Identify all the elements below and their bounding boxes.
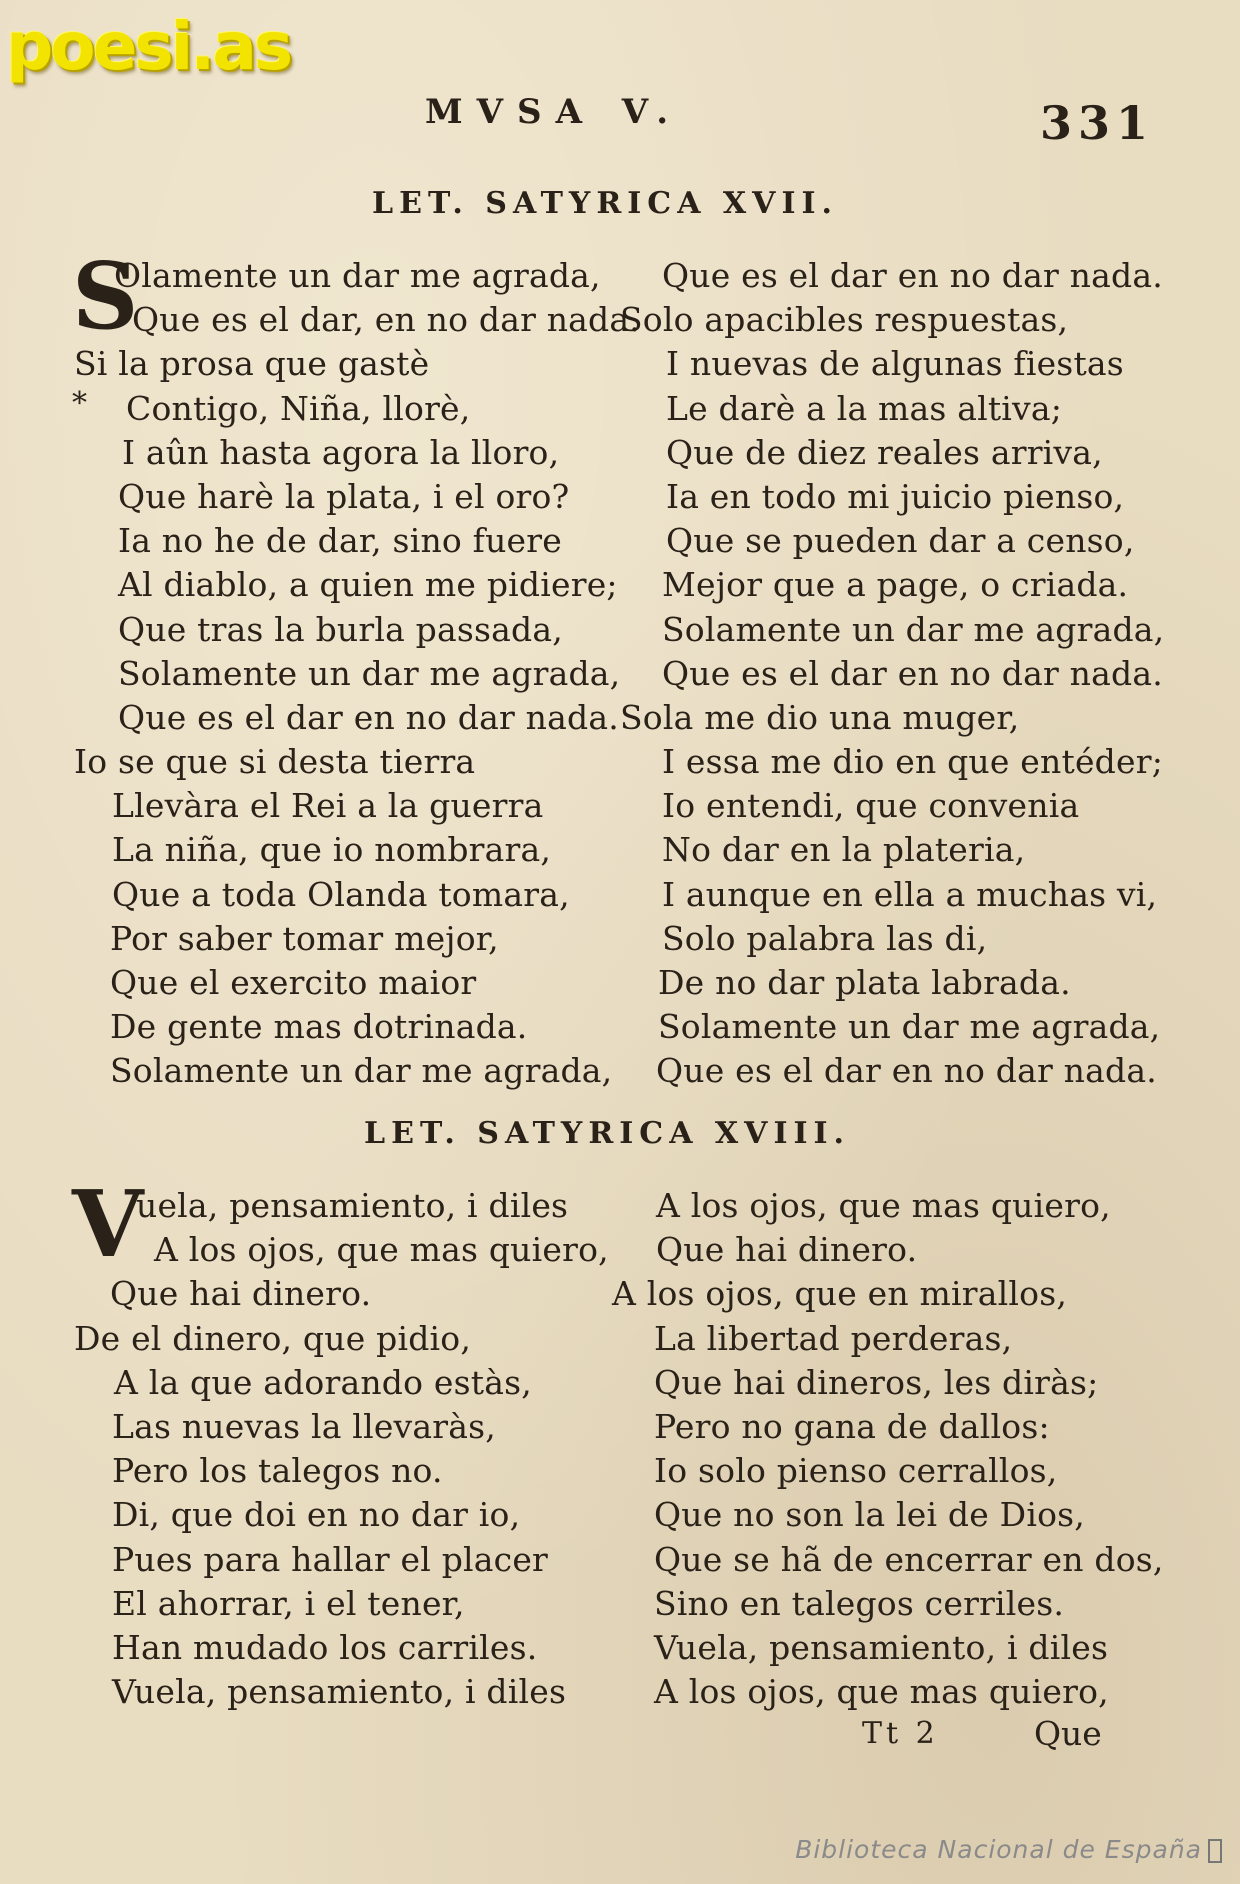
verse-line: Solamente un dar me agrada,: [110, 1051, 613, 1091]
bookmark-icon: [1208, 1839, 1222, 1863]
verse-line: Que se pueden dar a censo,: [666, 521, 1135, 561]
verse-line: Que se hã de encerrar en dos,: [654, 1539, 1164, 1579]
verse-line: De no dar plata labrada.: [658, 963, 1071, 1002]
verse-line: I aunque en ella a muchas vi,: [662, 874, 1158, 914]
verse-line: Pero los talegos no.: [112, 1451, 443, 1491]
verse-line: Por saber tomar mejor,: [110, 918, 499, 958]
verse-line: Que no son la lei de Dios,: [654, 1495, 1085, 1535]
running-head: MVSA V.: [425, 92, 683, 132]
verse-line: uela, pensamiento, i diles: [136, 1186, 569, 1225]
verse-line: Pero no gana de dallos:: [654, 1406, 1050, 1446]
verse-line: Solo apacibles respuestas,: [620, 300, 1069, 340]
verse-line: A la que adorando estàs,: [114, 1362, 532, 1402]
verse-line: Que de diez reales arriva,: [666, 432, 1103, 472]
verse-line: Han mudado los carriles.: [112, 1627, 538, 1667]
verse-line: No dar en la plateria,: [662, 830, 1026, 870]
verse-line: I essa me dio en que entéder;: [662, 742, 1164, 782]
library-watermark: [795, 1835, 1222, 1864]
verse-line: De el dinero, que pidio,: [74, 1318, 472, 1358]
verse-line: La niña, que io nombrara,: [112, 830, 552, 870]
verse-line: Que es el dar en no dar nada.: [656, 1051, 1157, 1091]
verse-line: El ahorrar, i el tener,: [112, 1583, 465, 1623]
section-title-xvii: LET. SATYRICA XVII.: [372, 186, 838, 221]
verse-line: Vuela, pensamiento, i diles: [112, 1672, 567, 1712]
verse-line: Io se que si desta tierra: [74, 742, 476, 782]
verse-line: Sino en talegos cerriles.: [654, 1583, 1065, 1623]
verse-line: Solamente un dar me agrada,: [118, 653, 621, 693]
drop-cap-v: V: [72, 1170, 144, 1278]
verse-line: Al diablo, a quien me pidiere;: [118, 565, 618, 605]
verse-line: Que el exercito maior: [110, 963, 477, 1002]
verse-line: Que a toda Olanda tomara,: [112, 874, 570, 914]
verse-line: Que hai dinero.: [110, 1274, 372, 1314]
verse-line: Solo palabra las di,: [662, 918, 988, 958]
verse-line: Ia en todo mi juicio pienso,: [666, 476, 1125, 516]
verse-line: Io solo pienso cerrallos,: [654, 1451, 1058, 1491]
verse-line: Io entendi, que convenia: [662, 786, 1080, 826]
verse-line: Sola me dio una muger,: [620, 697, 1020, 737]
page-number: 331: [1040, 96, 1155, 150]
verse-line: Las nuevas la llevaràs,: [112, 1406, 496, 1446]
catchword: Que: [1034, 1714, 1102, 1753]
verse-line: Que es el dar en no dar nada.: [118, 697, 619, 737]
verse-line: Solamente un dar me agrada,: [662, 609, 1165, 649]
verse-line: Mejor que a page, o criada.: [662, 565, 1129, 605]
verse-line: A los ojos, que en mirallos,: [612, 1274, 1068, 1314]
verse-line: Contigo, Niña, llorè,: [126, 388, 471, 428]
verse-line: Olamente un dar me agrada,: [114, 256, 601, 295]
asterisk-mark: *: [72, 386, 87, 421]
section2-right-column: [612, 1184, 1164, 1714]
site-logo[interactable]: poesi.as: [6, 8, 291, 85]
verse-line: Que es el dar, en no dar nada.: [132, 300, 640, 340]
verse-line: Vuela, pensamiento, i diles: [654, 1627, 1109, 1667]
verse-line: Que tras la burla passada,: [118, 609, 563, 649]
verse-line: Que hai dineros, les diràs;: [654, 1362, 1099, 1402]
verse-line: Di, que doi en no dar io,: [112, 1495, 521, 1535]
verse-line: Llevàra el Rei a la guerra: [112, 786, 544, 826]
verse-line: La libertad perderas,: [654, 1318, 1013, 1358]
watermark-text: Biblioteca Nacional de España: [795, 1835, 1202, 1864]
verse-line: A los ojos, que mas quiero,: [654, 1672, 1109, 1712]
verse-line: I aûn hasta agora la lloro,: [122, 432, 560, 472]
verse-line: Que es el dar en no dar nada.: [662, 256, 1163, 295]
verse-line: Ia no he de dar, sino fuere: [118, 521, 562, 561]
signature-mark: Tt 2: [862, 1716, 939, 1751]
section1-right-column: [620, 254, 1164, 1094]
verse-line: Solamente un dar me agrada,: [658, 1007, 1161, 1047]
drop-cap-s: S: [72, 242, 139, 350]
verse-line: A los ojos, que mas quiero,: [656, 1186, 1111, 1225]
verse-line: Pues para hallar el placer: [112, 1539, 549, 1579]
section-title-xviii: LET. SATYRICA XVIII.: [364, 1116, 851, 1151]
verse-line: Que es el dar en no dar nada.: [662, 653, 1163, 693]
verse-line: I nuevas de algunas fiestas: [666, 344, 1124, 384]
verse-line: A los ojos, que mas quiero,: [154, 1230, 609, 1270]
verse-line: Que hai dinero.: [656, 1230, 918, 1270]
verse-line: Que harè la plata, i el oro?: [118, 476, 570, 516]
verse-line: Si la prosa que gastè: [74, 344, 430, 384]
section1-left-column: [74, 254, 640, 1094]
verse-line: Le darè a la mas altiva;: [666, 388, 1063, 428]
verse-line: De gente mas dotrinada.: [110, 1007, 528, 1047]
section2-left-column: [74, 1184, 609, 1714]
